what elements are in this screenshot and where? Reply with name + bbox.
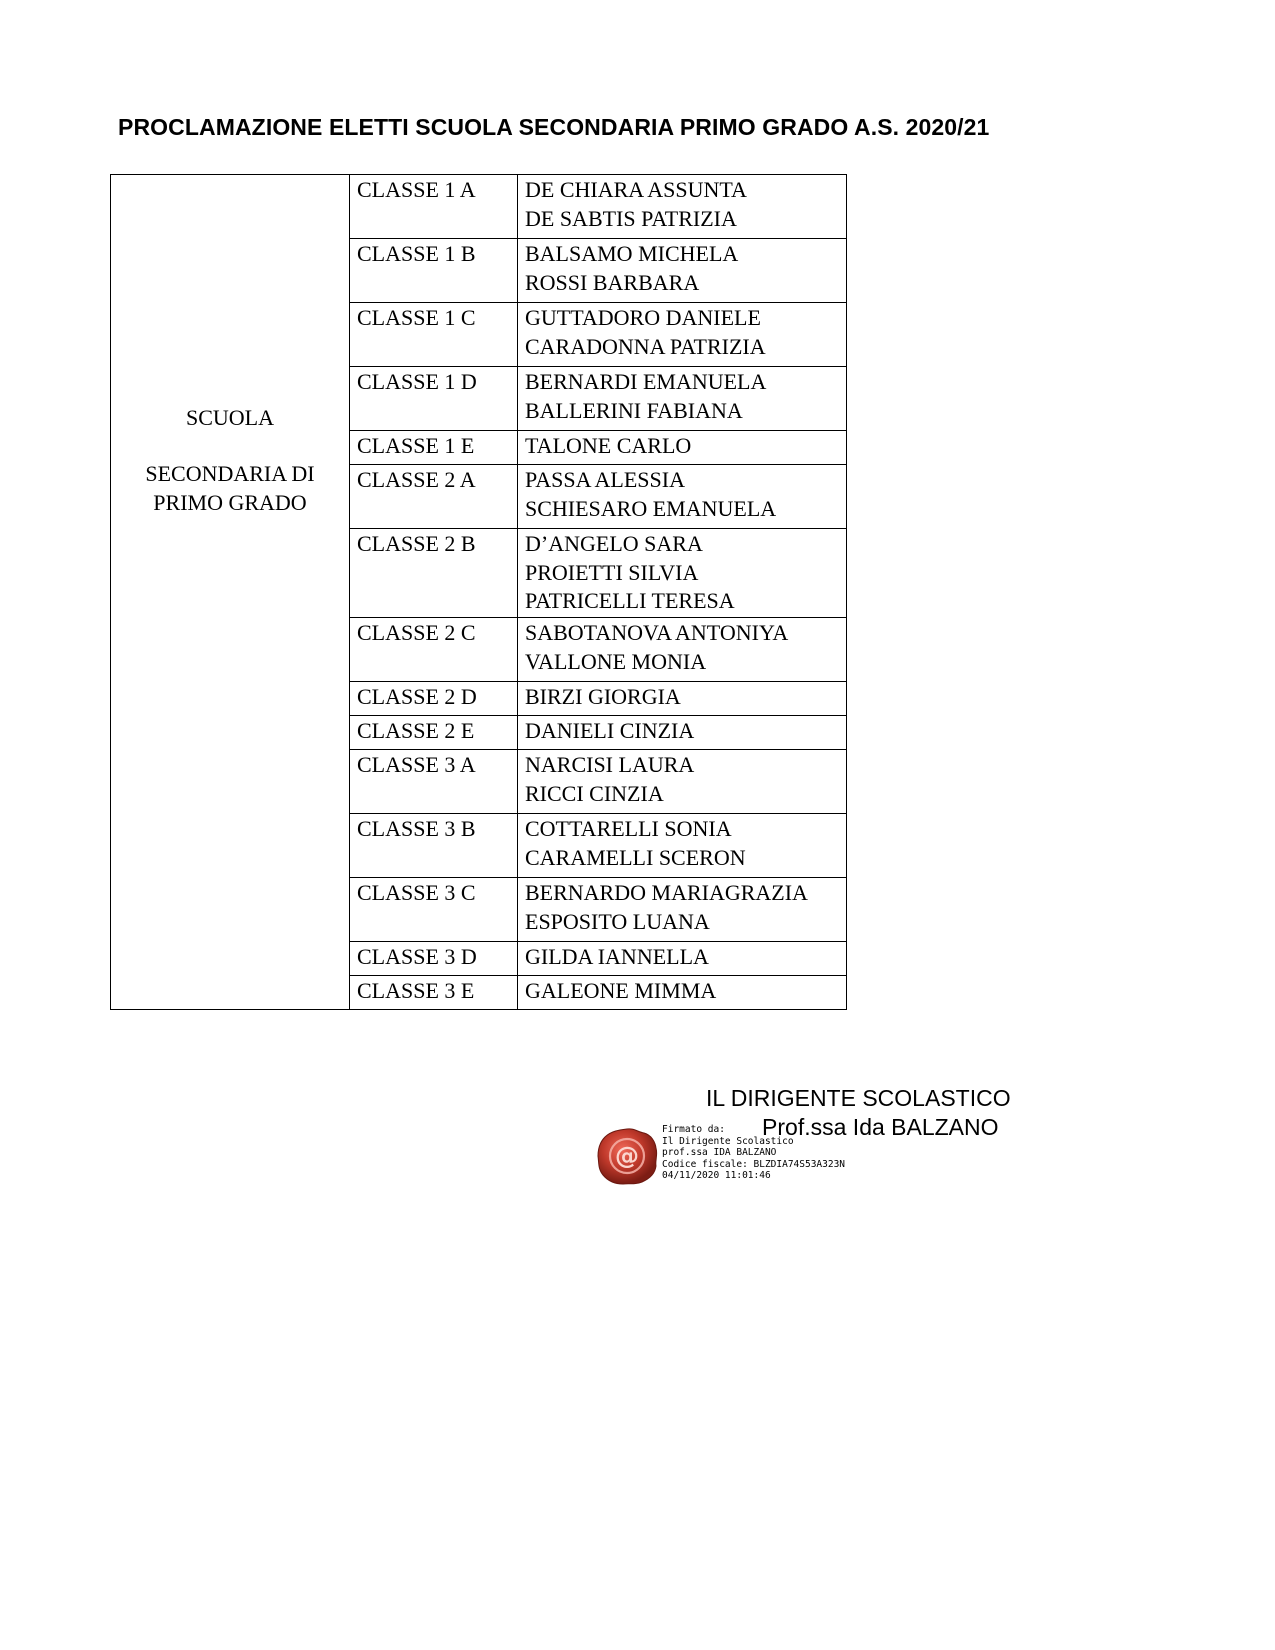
class-cell: CLASSE 3 E [350, 976, 518, 1010]
elected-names-cell [518, 618, 847, 682]
signature-name: Prof.ssa Ida BALZANO [762, 1114, 999, 1140]
elected-name: VALLONE MONIA [525, 649, 707, 674]
elected-name: GALEONE MIMMA [525, 978, 717, 1003]
elected-names-cell [518, 303, 847, 367]
elected-name: GUTTADORO DANIELE [525, 305, 761, 330]
elected-name: GILDA IANNELLA [525, 944, 709, 969]
class-cell: CLASSE 2 C [350, 618, 518, 682]
stamp-line: 04/11/2020 11:01:46 [662, 1170, 771, 1181]
elected-table [110, 174, 847, 1010]
elected-name: CARADONNA PATRIZIA [525, 334, 766, 359]
svg-text:@: @ [615, 1142, 639, 1170]
class-cell: CLASSE 1 E [350, 431, 518, 465]
elected-name: BIRZI GIORGIA [525, 684, 681, 709]
stamp-line: Firmato da: [662, 1124, 725, 1135]
elected-names-cell [518, 529, 847, 618]
school-label-line2: SECONDARIA DI PRIMO GRADO [145, 461, 315, 515]
elected-name: TALONE CARLO [525, 433, 692, 458]
class-cell: CLASSE 1 B [350, 239, 518, 303]
school-label-line1: SCUOLA [185, 405, 274, 430]
class-cell: CLASSE 2 E [350, 716, 518, 750]
wax-seal-at-icon [594, 1126, 660, 1186]
class-cell: CLASSE 3 C [350, 878, 518, 942]
elected-names-cell [518, 431, 847, 465]
class-cell: CLASSE 3 A [350, 750, 518, 814]
elected-name: BERNARDI EMANUELA [525, 369, 767, 394]
elected-name: BALSAMO MICHELA [525, 241, 739, 266]
class-cell: CLASSE 2 D [350, 682, 518, 716]
elected-name: DANIELI CINZIA [525, 718, 695, 743]
elected-name: CARAMELLI SCERON [525, 845, 746, 870]
elected-name: SABOTANOVA ANTONIYA [525, 620, 789, 645]
class-cell: CLASSE 1 D [350, 367, 518, 431]
elected-name: ROSSI BARBARA [525, 270, 700, 295]
elected-names-cell [518, 814, 847, 878]
class-cell: CLASSE 1 C [350, 303, 518, 367]
signature-role: IL DIRIGENTE SCOLASTICO [706, 1085, 1011, 1111]
school-level-cell [111, 175, 350, 1010]
class-cell: CLASSE 3 D [350, 942, 518, 976]
elected-names-cell [518, 976, 847, 1010]
elected-names-cell [518, 716, 847, 750]
elected-name: COTTARELLI SONIA [525, 816, 732, 841]
elected-name: D’ANGELO SARA [525, 531, 703, 556]
elected-names-cell [518, 465, 847, 529]
elected-name: NARCISI LAURA [525, 752, 695, 777]
elected-names-cell [518, 878, 847, 942]
elected-name: DE CHIARA ASSUNTA [525, 177, 747, 202]
elected-table-body [111, 175, 847, 1010]
stamp-line: prof.ssa IDA BALZANO [662, 1147, 777, 1158]
class-cell: CLASSE 3 B [350, 814, 518, 878]
elected-name: SCHIESARO EMANUELA [525, 496, 777, 521]
elected-name: DE SABTIS PATRIZIA [525, 206, 737, 231]
elected-name: BALLERINI FABIANA [525, 398, 743, 423]
elected-names-cell [518, 239, 847, 303]
digital-signature-stamp [662, 1124, 845, 1182]
elected-name: RICCI CINZIA [525, 781, 664, 806]
class-cell: CLASSE 2 A [350, 465, 518, 529]
elected-names-cell [518, 175, 847, 239]
stamp-line: Il Dirigente Scolastico [662, 1135, 794, 1147]
table-row [111, 175, 847, 239]
elected-names-cell [518, 367, 847, 431]
elected-name: PROIETTI SILVIA [525, 560, 699, 585]
document-title: PROCLAMAZIONE ELETTI SCUOLA SECONDARIA PRIMO GRADO A.S. 2020/21 [118, 114, 990, 140]
elected-name: BERNARDO MARIAGRAZIA [525, 880, 808, 905]
class-cell: CLASSE 1 A [350, 175, 518, 239]
elected-names-cell [518, 750, 847, 814]
class-cell: CLASSE 2 B [350, 529, 518, 618]
elected-name: ESPOSITO LUANA [525, 909, 710, 934]
elected-names-cell [518, 682, 847, 716]
elected-names-cell [518, 942, 847, 976]
stamp-line: Codice fiscale: BLZDIA74S53A323N [662, 1158, 846, 1170]
elected-name: PATRICELLI TERESA [525, 588, 735, 613]
elected-name: PASSA ALESSIA [525, 467, 685, 492]
